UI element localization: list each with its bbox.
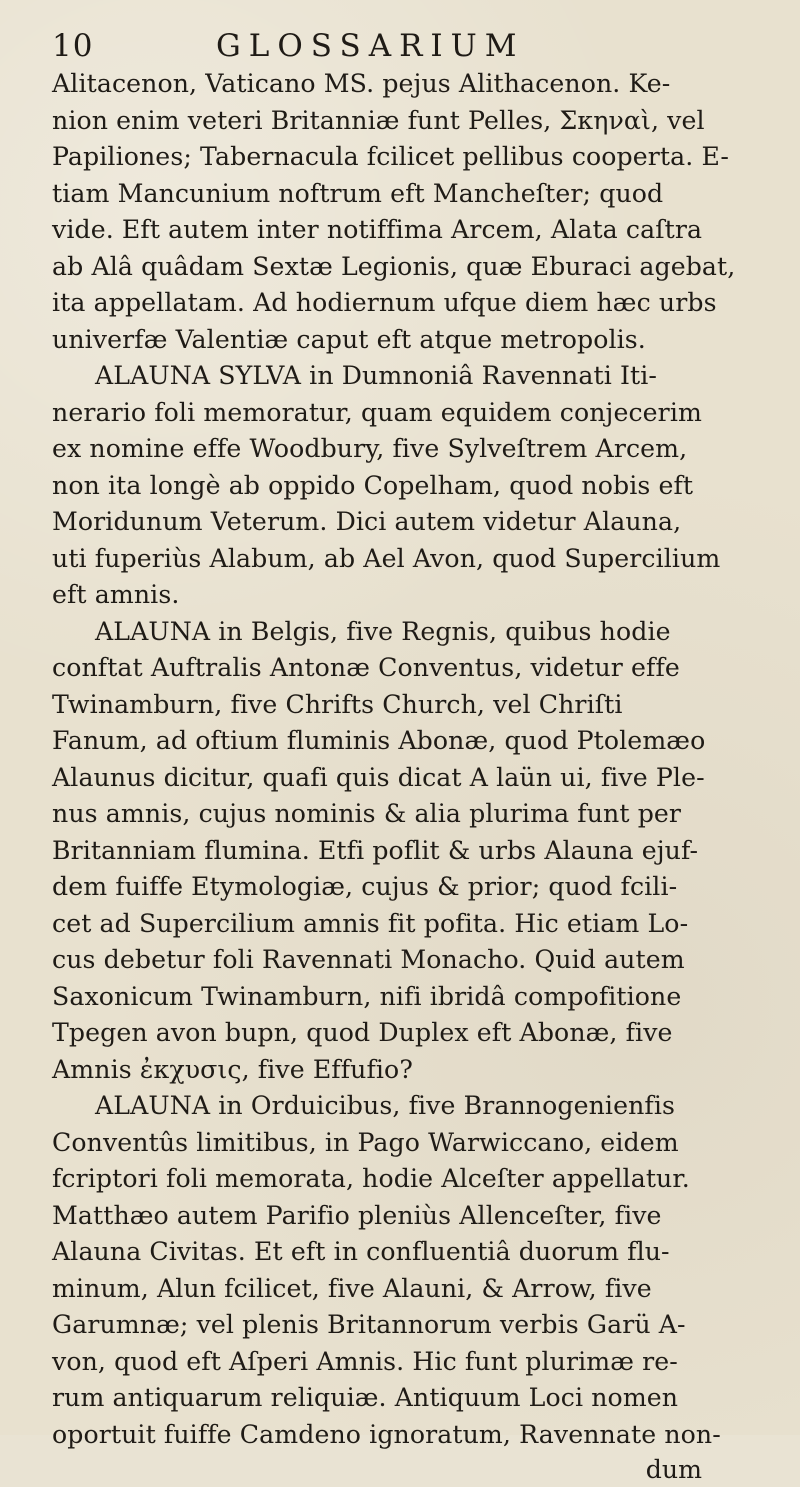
text-line: tiam Mancunium noftrum eft Mancheſter; quod	[52, 178, 664, 208]
entry-heading-line: ALAUNA in Belgis, five Regnis, quibus hodie	[95, 616, 671, 646]
text-line: Garumnæ; vel plenis Britannorum verbis Garü A-	[52, 1310, 686, 1339]
text-line: Alitacenon, Vaticano MS. pejus Alithacenon. Ke-	[52, 69, 671, 98]
text-line: Britanniam flumina. Etfi poflit & urbs Alauna ejuf-	[52, 835, 699, 865]
text-line: conftat Auftralis Antonæ Conventus, videtur effe	[52, 653, 680, 682]
entry-heading-line: ALAUNA SYLVA in Dumnoniâ Ravennati Iti-	[95, 361, 658, 390]
text-line: ab Alâ quâdam Sextæ Legionis, quæ Eburaci agebat,	[52, 251, 736, 281]
text-line: nion enim veteri Britanniæ funt Pelles, Σκηναὶ, vel	[52, 105, 705, 135]
text-line: von, quod eft Aſperi Amnis. Hic funt plurimæ re-	[52, 1346, 678, 1376]
text-line: Alauna Civitas. Et eft in confluentiâ duorum flu-	[52, 1237, 670, 1266]
text-line: rum antiquarum reliquiæ. Antiquum Loci nomen	[52, 1383, 679, 1412]
text-line: uti fuperiùs Alabum, ab Ael Avon, quod Supercilium	[52, 543, 721, 573]
page-number: 10	[52, 28, 94, 64]
text-line: Conventûs limitibus, in Pago Warwiccano, eidem	[52, 1127, 679, 1157]
text-line: Twinamburn, five Chrifts Church, vel Chriſti	[52, 689, 623, 719]
catchword: dum	[645, 1455, 702, 1484]
text-line: fcriptori foli memorata, hodie Alceſter appellatur.	[52, 1164, 690, 1193]
text-line: Matthæo autem Parifio pleniùs Allenceſter, five	[52, 1200, 662, 1230]
text-line: eft amnis.	[52, 580, 180, 609]
text-line: Tpegen avon bupn, quod Duplex eft Abonæ, five	[52, 1018, 673, 1047]
text-line: vide. Eft autem inter notiffima Arcem, Alata caſtra	[52, 215, 703, 244]
text-line: nus amnis, cujus nominis & alia plurima funt per	[52, 799, 682, 828]
running-head	[52, 28, 756, 62]
text-line: univerfæ Valentiæ caput eft atque metropolis.	[52, 324, 646, 354]
text-line: cet ad Supercilium amnis fit pofita. Hic etiam Lo-	[52, 908, 689, 938]
text-line: Papiliones; Tabernacula fcilicet pellibus cooperta. E-	[52, 142, 730, 171]
glossary-text	[52, 66, 756, 1487]
text-line: non ita longè ab oppido Copelham, quod nobis eft	[52, 470, 694, 500]
text-line: dem fuiffe Etymologiæ, cujus & prior; quod fcili-	[52, 872, 678, 901]
text-line: ex nomine effe Woodbury, five Sylveſtrem Arcem,	[52, 434, 688, 463]
text-line: cus debetur foli Ravennati Monacho. Quid autem	[52, 945, 685, 974]
text-line: minum, Alun fcilicet, five Alauni, & Arrow, five	[52, 1273, 652, 1303]
text-line: Fanum, ad oftium fluminis Abonæ, quod Ptolemæo	[52, 726, 706, 755]
entry-heading-line: ALAUNA in Orduicibus, five Brannogenienfis	[95, 1091, 676, 1120]
running-title: GLOSSARIUM	[216, 28, 525, 64]
text-line: Saxonicum Twinamburn, nifi ibridâ compofitione	[52, 981, 682, 1011]
text-line: Amnis ἐκχυσις, five Effufio?	[52, 1054, 413, 1084]
text-line: nerario foli memoratur, quam equidem conjecerim	[52, 397, 702, 427]
text-line: Moridunum Veterum. Dici autem videtur Alauna,	[52, 507, 682, 536]
text-line: oportuit fuiffe Camdeno ignoratum, Ravennate non-	[52, 1419, 721, 1449]
text-line: ita appellatam. Ad hodiernum ufque diem hæc urbs	[52, 288, 717, 317]
text-line: Alaunus dicitur, quafi quis dicat A laün ui, five Ple-	[52, 762, 705, 792]
